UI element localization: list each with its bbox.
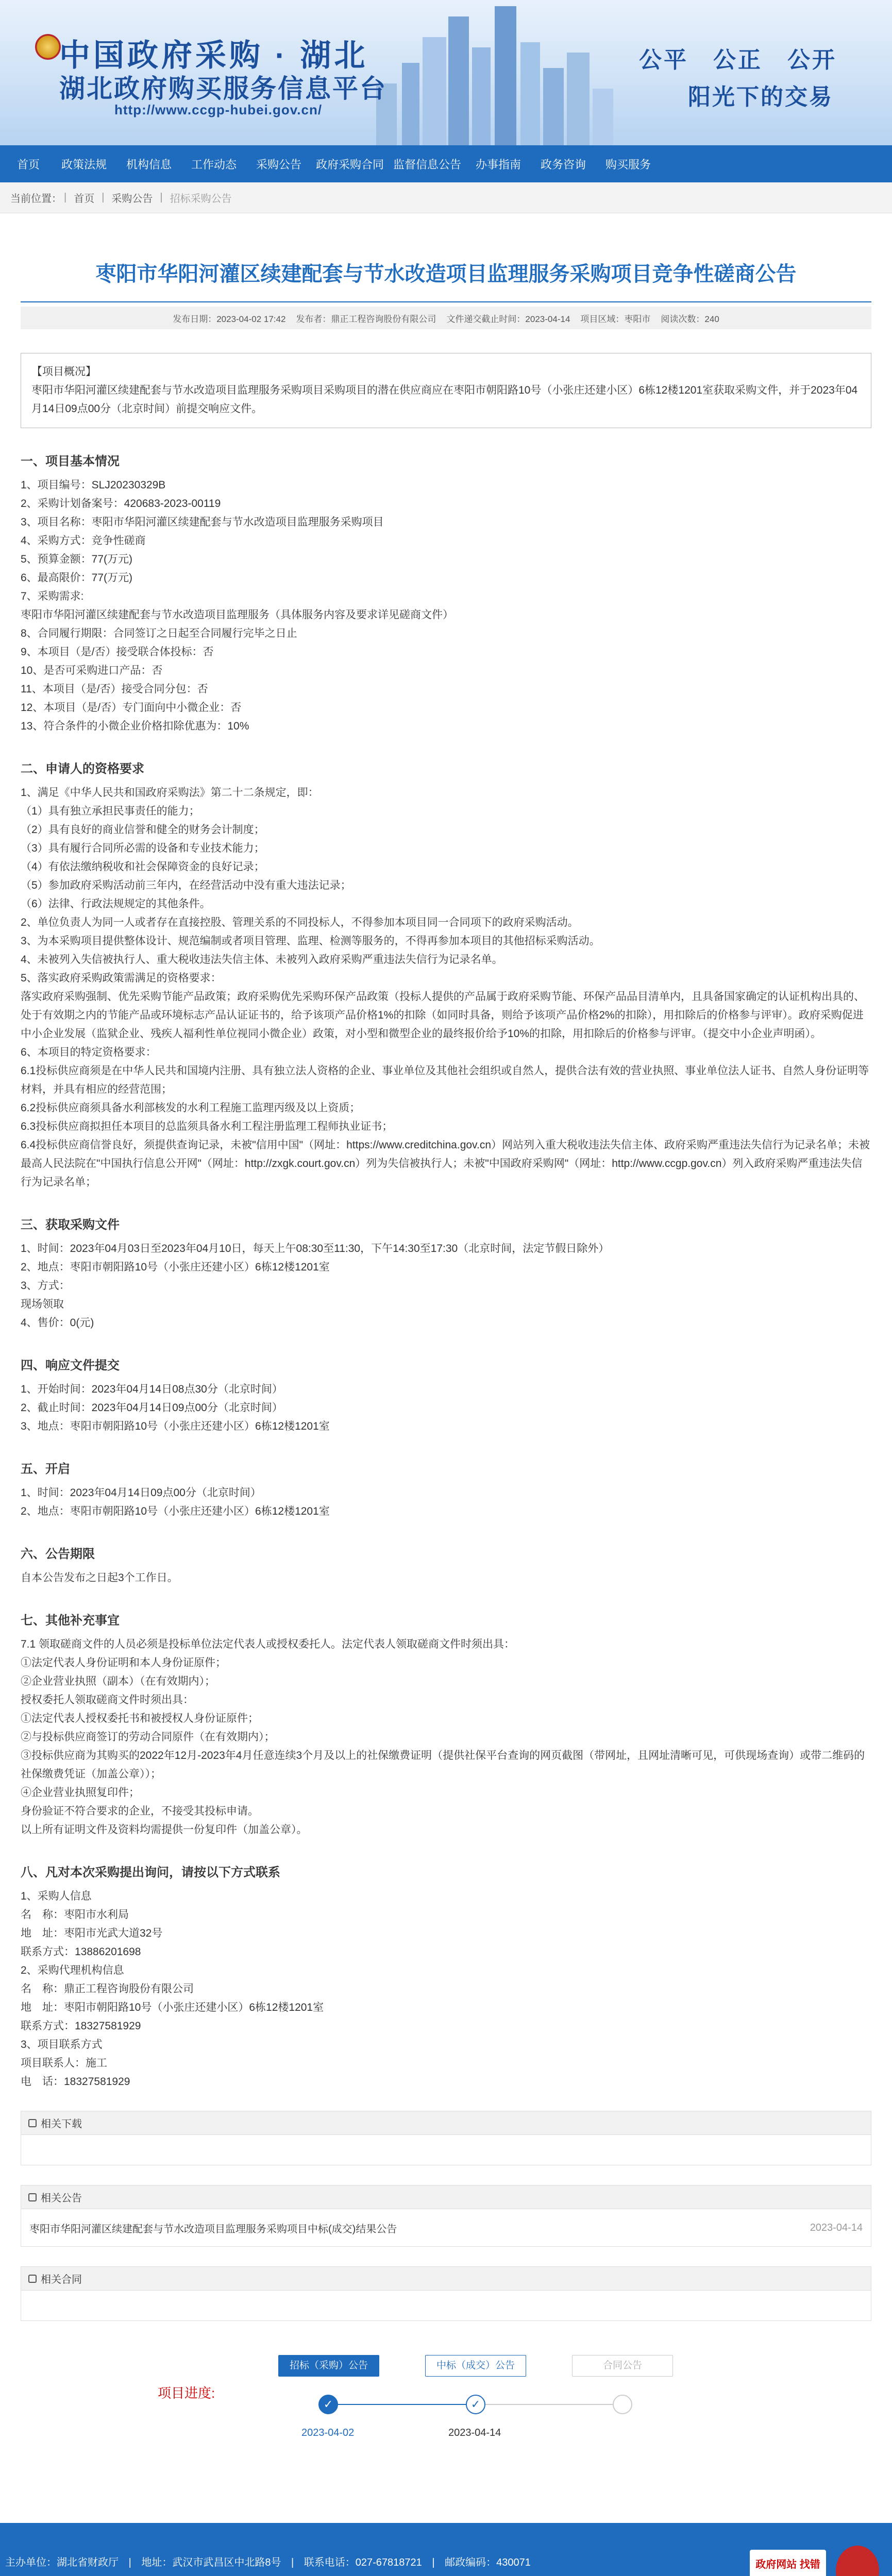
slogan-sub: 阳光下的交易 (688, 84, 833, 110)
section-line: 联系方式：18327581929 (21, 2020, 141, 2032)
section-line: 4、售价：0(元) (21, 1317, 94, 1329)
project-summary (21, 353, 871, 428)
section (21, 1459, 871, 1521)
section (21, 1862, 871, 2091)
section-line: 6.2投标供应商须具备水利部核发的水利工程施工监理丙级及以上资质； (21, 1102, 361, 1114)
step-contract-notice[interactable]: 合同公告 (572, 2355, 673, 2377)
nav-item-agencies[interactable]: 机构信息 (126, 158, 172, 171)
section-line: 落实政府采购强制、优先采购节能产品政策；政府采购优先采购环保产品政策（投标人提供的产品属于政府采购节能、环保产品品目清单内，且具备国家确定的认证机构出具的、处于有效期之内的节能产品或环境标志产品认证证书的，给予该项产品价格1%的扣除（如同时具备，则给予该项产品价格2%的扣除），用扣除后的价格参与评审）。政府采购促进中小企业发展（监狱企业、残疾人福利性单位视同小微企业）政策，对小型和微型企业的最终报价给予10%的扣除，用扣除后的价格参与评审。（提交中小企业声明函）。 (21, 991, 865, 1040)
progress-track-done (328, 2404, 475, 2405)
footer-phone: 联系电话：027-67818721 (304, 2557, 422, 2568)
section-heading: 一、项目基本情况 (21, 454, 120, 468)
downloads-title: 相关下载 (41, 2119, 82, 2130)
footer-address: 地址：武汉市武昌区中北路8号 (141, 2557, 281, 2568)
section-line: 1、项目编号：SLJ20230329B (21, 479, 166, 491)
section-line: （1）具有独立承担民事责任的能力； (21, 805, 200, 817)
footer-sep: | (291, 2557, 294, 2568)
section-line: 2、地点：枣阳市朝阳路10号（小张庄还建小区）6栋12楼1201室 (21, 1505, 330, 1517)
section-line: 1、采购人信息 (21, 1890, 92, 1902)
section-heading: 五、开启 (21, 1462, 70, 1476)
section-heading: 四、响应文件提交 (21, 1359, 120, 1372)
section (21, 1544, 871, 1587)
section-line: 3、项目联系方式 (21, 2039, 103, 2050)
related-contracts-title: 相关合同 (41, 2274, 82, 2285)
slogan: 公平 公正 公开 (639, 47, 837, 73)
section-line: 名 称：鼎正工程咨询股份有限公司 (21, 1983, 194, 1995)
section-line: 7.1 领取磋商文件的人员必须是投标单位法定代表人或授权委托人。法定代表人领取磋商文件时须出具： (21, 1638, 515, 1650)
related-notices-panel (21, 2185, 871, 2247)
section-line: （5）参加政府采购活动前三年内，在经营活动中没有重大违法记录； (21, 879, 351, 891)
nav-item-news[interactable]: 工作动态 (191, 158, 237, 171)
section-line: 3、地点：枣阳市朝阳路10号（小张庄还建小区）6栋12楼1201室 (21, 1420, 330, 1432)
nav-item-consulting[interactable]: 政务咨询 (540, 158, 586, 171)
nav-item-contracts[interactable]: 政府采购合同 (315, 158, 384, 171)
section-line: 6.4投标供应商信誉良好，须提供查询记录，未被"信用中国"（网址：https://www.creditchina.gov.cn）网站列入重大税收违法失信主体、政府采购严重违法失信行为记录名单；未被最高人民法院在"中国执行信息公开网"（网址：http://zxgk.court.gov.cn）列为失信被执行人；未被"中国政府采购网"（网址：http://www.ccgp.gov.cn）列入政府采购严重违法失信行为记录名单； (21, 1139, 870, 1188)
section (21, 758, 871, 1192)
region: 项目区域：枣阳市 (580, 314, 651, 324)
section-line: 名 称：枣阳市水利局 (21, 1909, 129, 1921)
nav-item-guide[interactable]: 办事指南 (475, 158, 521, 171)
section-line: ②与投标供应商签订的劳动合同原件（在有效期内）； (21, 1731, 275, 1743)
step-pending-circle-icon (613, 2395, 632, 2414)
section-line: 10、是否可采购进口产品：否 (21, 665, 163, 676)
section-line: 1、时间：2023年04月03日至2023年04月10日，每天上午08:30至11:30，下午14:30至17:30（北京时间，法定节假日除外） (21, 1243, 610, 1255)
related-notices-title: 相关公告 (41, 2193, 82, 2204)
section-line: 7、采购需求: (21, 590, 84, 602)
nav-item-supervision[interactable]: 监督信息公告 (393, 158, 461, 171)
breadcrumb-home[interactable]: 首页 (74, 193, 95, 205)
section-line: 5、预算金额：77(万元) (21, 553, 133, 565)
site-title: 中国政府采购 · 湖北 (59, 38, 368, 73)
step-award-notice[interactable]: 中标（成交）公告 (425, 2355, 526, 2377)
nav-item-policy[interactable]: 政策法规 (61, 158, 107, 171)
breadcrumb-label: 当前位置： (10, 193, 62, 205)
section-line: 9、本项目（是/否）接受联合体投标：否 (21, 646, 214, 658)
section-line: 身份验证不符合要求的企业，不接受其投标申请。 (21, 1805, 259, 1817)
breadcrumb-announcements[interactable]: 采购公告 (111, 193, 153, 205)
section-line: （3）具有履行合同所必需的设备和专业技术能力； (21, 842, 265, 854)
publish-date: 发布日期：2023-04-02 17:42 (173, 314, 286, 324)
article-meta (21, 307, 871, 329)
breadcrumb-current[interactable]: 招标采购公告 (170, 193, 232, 205)
section-line: 地 址：枣阳市朝阳路10号（小张庄还建小区）6栋12楼1201室 (21, 2002, 324, 2013)
section-line: 现场领取 (21, 1298, 64, 1310)
section-line: 12、本项目（是/否）专门面向中小微企业：否 (21, 702, 242, 714)
nav-item-home[interactable]: 首页 (16, 158, 40, 171)
section-line: 2、采购计划备案号：420683-2023-00119 (21, 498, 221, 510)
nav-item-announcements[interactable]: 采购公告 (256, 158, 301, 171)
section-line: 6、最高限价：77(万元) (21, 572, 133, 584)
section-line: 地 址：枣阳市光武大道32号 (21, 1927, 163, 1939)
party-gov-badge[interactable] (836, 2546, 879, 2576)
downloads-panel (21, 2111, 871, 2165)
report-error-badge[interactable]: 政府网站 找错 (750, 2550, 826, 2576)
step-done-check-icon: ✓ (318, 2395, 338, 2414)
footer-info (5, 2554, 538, 2569)
section-line: 3、为本采购项目提供整体设计、规范编制或者项目管理、监理、检测等服务的，不得再参加本项目的其他招标采购活动。 (21, 935, 600, 947)
section-heading: 二、申请人的资格要求 (21, 762, 144, 776)
list-icon (28, 2193, 37, 2201)
section-line: （4）有依法缴纳税收和社会保障资金的良好记录； (21, 861, 265, 873)
related-notice-date: 2023-04-14 (810, 2222, 863, 2233)
section-line: 授权委托人领取磋商文件时须出具： (21, 1694, 194, 1706)
article-container (21, 233, 871, 2473)
section-line: ④企业营业执照复印件； (21, 1787, 140, 1799)
breadcrumb: 当前位置： | 首页 | 采购公告 | 招标采购公告 (0, 182, 892, 213)
section-line: 2、单位负责人为同一人或者存在直接控股、管理关系的不同投标人，不得参加本项目同一合同项下的政府采购活动。 (21, 917, 579, 928)
footer-sponsor: 主办单位：湖北省财政厅 (5, 2557, 119, 2568)
section-line: （6）法律、行政法规规定的其他条件。 (21, 898, 211, 910)
section-line: 自本公告发布之日起3个工作日。 (21, 1572, 178, 1584)
summary-text: 枣阳市华阳河灌区续建配套与节水改造项目监理服务采购项目采购项目的潜在供应商应在枣阳市朝阳路10号（小张庄还建小区）6栋12楼1201室获取采购文件，并于2023年04月14日09点00分（北京时间）前提交响应文件。 (31, 384, 858, 415)
city-skyline-illustration (371, 6, 618, 145)
section-line: 1、满足《中华人民共和国政府采购法》第二十二条规定，即： (21, 787, 319, 799)
section-line: 4、未被列入失信被执行人、重大税收违法失信主体、未被列入政府采购严重违法失信行为记录名单。 (21, 954, 503, 965)
publisher: 发布者：鼎正工程咨询股份有限公司 (296, 314, 436, 324)
section-line: 以上所有证明文件及资料均需提供一份复印件（加盖公章）。 (21, 1824, 308, 1836)
site-url[interactable]: http://www.ccgp-hubei.gov.cn/ (114, 102, 323, 117)
section-line: 2、截止时间：2023年04月14日09点00分（北京时间） (21, 1402, 283, 1414)
section-line: 6.3投标供应商拟担任本项目的总监须具备水利工程注册监理工程师执业证书； (21, 1121, 393, 1132)
section-line: 3、方式： (21, 1280, 70, 1292)
site-footer (0, 2523, 892, 2576)
main-nav (0, 145, 892, 182)
section (21, 1214, 871, 1332)
section-line: ①法定代表人授权委托书和被授权人身份证原件； (21, 1713, 259, 1724)
download-icon (28, 2119, 37, 2127)
step-tender-notice[interactable]: 招标（采购）公告 (278, 2355, 379, 2377)
section-heading: 三、获取采购文件 (21, 1218, 120, 1232)
related-contracts-panel (21, 2266, 871, 2321)
footer-sep: | (128, 2557, 131, 2568)
section-line: 2、采购代理机构信息 (21, 1964, 124, 1976)
section (21, 451, 871, 736)
national-emblem-icon (35, 34, 61, 60)
section-line: 联系方式：13886201698 (21, 1946, 141, 1958)
nav-item-services[interactable]: 购买服务 (605, 158, 651, 171)
section-line: 5、落实政府采购政策需满足的资格要求： (21, 972, 222, 984)
section-line: 枣阳市华阳河灌区续建配套与节水改造项目监理服务（具体服务内容及要求详见磋商文件） (21, 609, 453, 621)
section (21, 1355, 871, 1436)
article-body (21, 451, 871, 2091)
section-line: 2、地点：枣阳市朝阳路10号（小张庄还建小区）6栋12楼1201室 (21, 1261, 330, 1273)
section-line: 8、合同履行期限：合同签订之日起至合同履行完毕之日止 (21, 628, 297, 639)
section-line: 6、本项目的特定资格要求： (21, 1046, 157, 1058)
related-notice-link[interactable]: 枣阳市华阳河灌区续建配套与节水改造项目监理服务采购项目中标(成交)结果公告 (29, 2223, 397, 2235)
section-line: 13、符合条件的小微企业价格扣除优惠为：10% (21, 720, 249, 732)
section-heading: 七、其他补充事宜 (21, 1614, 120, 1628)
step-date: 2023-04-14 (448, 2427, 501, 2438)
section-line: 4、采购方式：竞争性磋商 (21, 535, 146, 547)
section-line: 6.1投标供应商须是在中华人民共和国境内注册、具有独立法人资格的企业、事业单位及其他社会组织或自然人，提供合法有效的营业执照、事业单位法人证书、自然人身份证明等材料，并具有相应的经营范围； (21, 1065, 869, 1095)
footer-sep: | (432, 2557, 435, 2568)
step-done-check-icon: ✓ (466, 2395, 485, 2414)
summary-title: 【项目概况】 (31, 366, 96, 378)
section-line: ②企业营业执照（副本）（在有效期内）； (21, 1675, 215, 1687)
progress-label: 项目进度: (158, 2385, 215, 2401)
site-subtitle: 湖北政府购买服务信息平台 (59, 74, 387, 103)
step-date: 2023-04-02 (301, 2427, 355, 2438)
section-line: 1、时间：2023年04月14日09点00分（北京时间） (21, 1487, 261, 1499)
section-line: 11、本项目（是/否）接受合同分包：否 (21, 683, 208, 695)
list-icon (28, 2275, 37, 2283)
page-title: 枣阳市华阳河灌区续建配套与节水改造项目监理服务采购项目竞争性磋商公告 (21, 233, 871, 302)
section-line: 项目联系人：施工 (21, 2057, 107, 2069)
section-line: ③投标供应商为其购买的2022年12月-2023年4月任意连续3个月及以上的社保缴费证明（提供社保平台查询的网页截图（带网址，且网址清晰可见，可供现场查询）或带二维码的社保缴费凭证（加盖公章））； (21, 1750, 865, 1780)
footer-postcode: 邮政编码：430071 (445, 2557, 531, 2568)
section-line: 3、项目名称：枣阳市华阳河灌区续建配套与节水改造项目监理服务采购项目 (21, 516, 384, 528)
read-count: 阅读次数：240 (661, 314, 719, 324)
section-heading: 八、凡对本次采购提出询问，请按以下方式联系 (21, 1866, 280, 1879)
section-heading: 六、公告期限 (21, 1547, 95, 1561)
section-line: 1、开始时间：2023年04月14日08点30分（北京时间） (21, 1383, 283, 1395)
site-header (0, 0, 892, 145)
project-progress (21, 2355, 871, 2473)
section-line: ①法定代表人身份证明和本人身份证原件； (21, 1657, 226, 1669)
deadline: 文件递交截止时间：2023-04-14 (446, 314, 570, 324)
section (21, 1610, 871, 1839)
section-line: 电 话：18327581929 (21, 2076, 130, 2088)
section-line: （2）具有良好的商业信誉和健全的财务会计制度； (21, 824, 265, 836)
